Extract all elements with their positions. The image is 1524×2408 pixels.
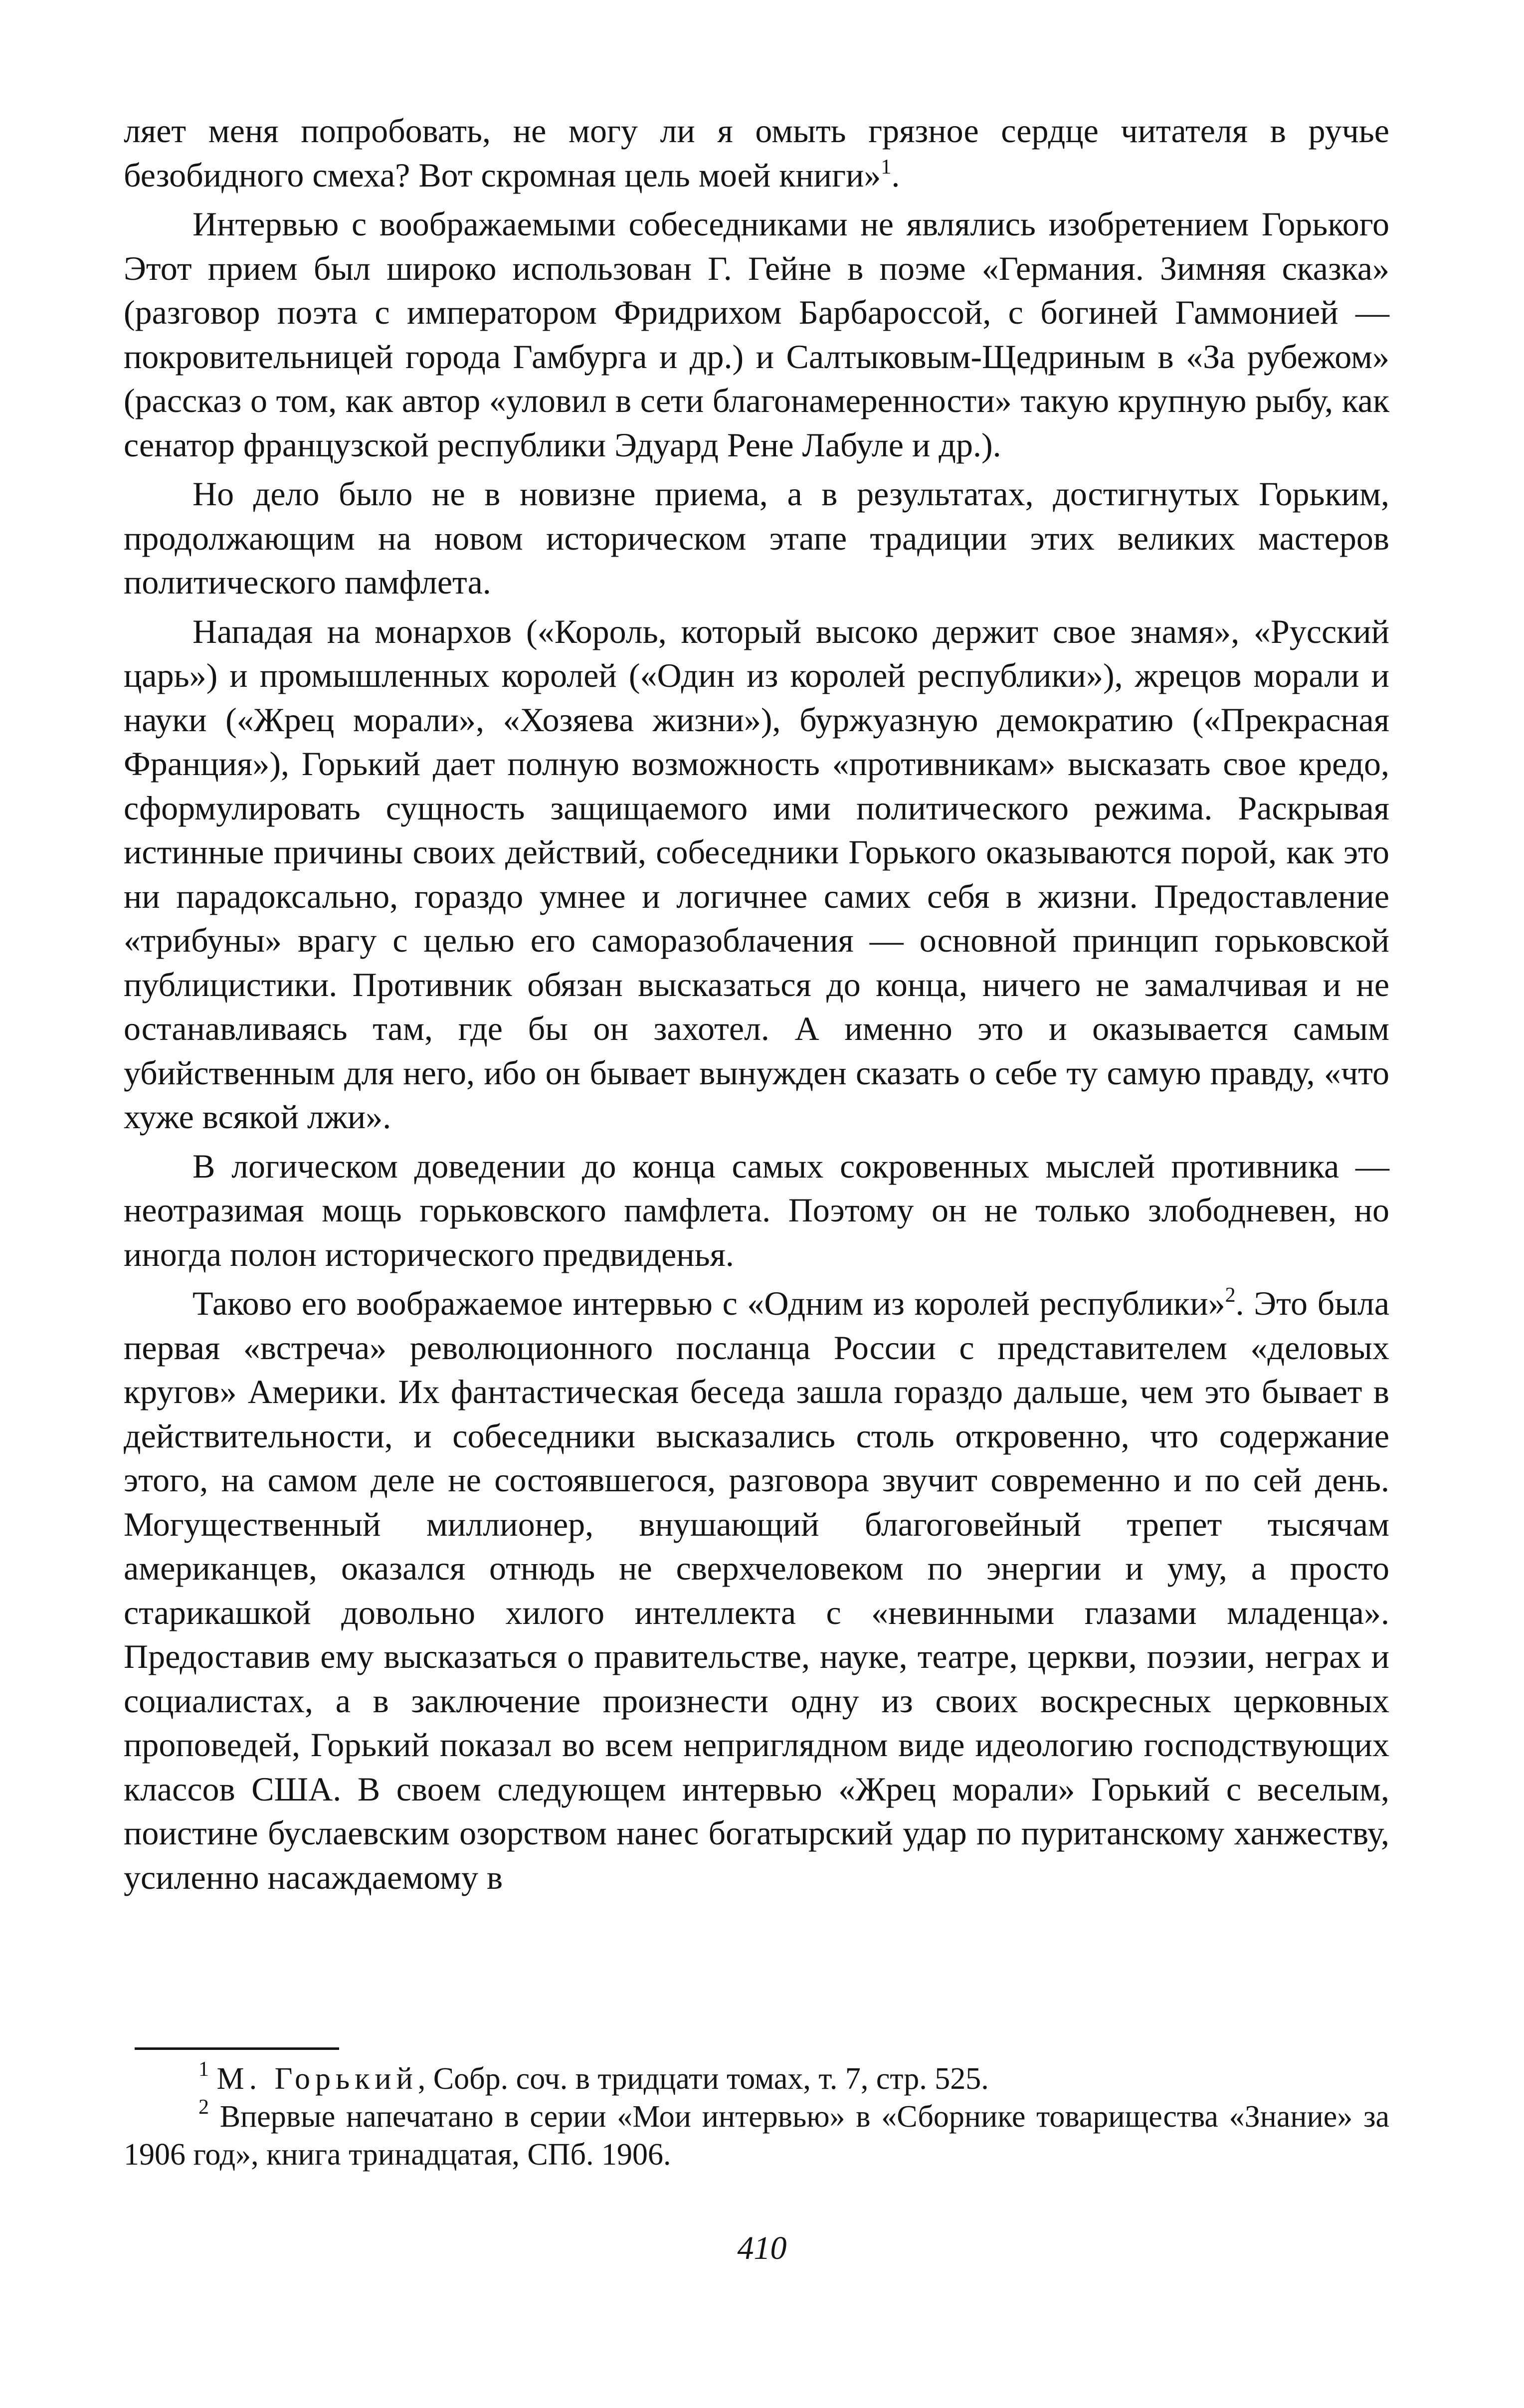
footnote-author: М. Горький (216, 2062, 418, 2096)
paragraph-text: В логическом доведении до конца самых сокровенных мыслей противника — неотразимая мощь горьковского памфлета. Поэтому он не только злободневен, но иногда полон исторического предвиденья. (124, 1147, 1389, 1273)
paragraph-text: Интервью с воображаемыми собеседниками не являлись изобретением Горького Этот прием был широко использован Г. Гейне в поэме «Германия. Зимняя сказка» (разговор поэта с императором Фридрихом Барбароссой, с богиней Гаммонией — покровительницей города Гамбурга и др.) и Салтыковым-Щедриным в «За рубежом» (рассказ о том, как автор «уловил в сети благонамеренности» такую крупную рыбу, как сенатор французской республики Эдуард Рене Лабуле и др.). (124, 205, 1389, 464)
paragraph-text: Но дело было не в новизне приема, а в результатах, достигнутых Горьким, продолжающим на новом историческом этапе традиции этих великих мастеров политического памфлета. (124, 475, 1389, 601)
footnote-ref: 2 (1225, 1284, 1236, 1307)
footnotes (124, 2060, 1389, 2174)
footnote-divider (135, 2047, 339, 2050)
paragraph-text-tail: . Это была первая «встреча» революционного посланца России с представителем «деловых кругов» Америки. Их фантастическая беседа зашла гораздо дальше, чем это бывает в действительности, и собеседники высказались столь откровенно, что содержание этого, на самом деле не состоявшегося, разговора звучит современно и по сей день. Могущественный миллионер, внушающий благоговейный трепет тысячам американцев, оказался отнюдь не сверхчеловеком по энергии и уму, а просто старикашкой довольно хилого интеллекта с «невинными глазами младенца». Предоставив ему высказаться о правительстве, науке, театре, церкви, поэзии, неграх и социалистах, а в заключение произнести одну из своих воскресных церковных проповедей, Горький показал во всем неприглядном виде идеологию господствующих классов США. В своем следующем интервью «Жрец морали» Горький с веселым, поистине буслаевским озорством нанес богатырский удар по пуританскому ханжеству, усиленно насаждаемому в (124, 1284, 1389, 1896)
paragraph-text-tail: . (891, 156, 900, 194)
paragraph (124, 109, 1389, 197)
footnote (124, 2060, 1389, 2098)
paragraph-text: Таково его воображаемое интервью с «Одним из королей республики» (192, 1284, 1225, 1322)
page-number: 410 (737, 2230, 787, 2266)
footnote-text: Впервые напечатано в серии «Мои интервью» в «Сборнике товарищества «Знание» за 1906 год», книга тринадцатая, СПб. 1906. (124, 2100, 1390, 2172)
paragraph (124, 202, 1389, 467)
paragraph (124, 1144, 1389, 1277)
main-text (124, 109, 1389, 1904)
paragraph-text: ляет меня попробовать, не могу ли я омыть грязное сердце читателя в ручье безобидного смеха? Вот скромная цель моей книги» (124, 112, 1389, 194)
paragraph-text: Нападая на монархов («Король, который высоко держит свое знамя», «Русский царь») и промышленных королей («Один из королей республики»), жрецов морали и науки («Жрец морали», «Хозяева жизни»), буржуазную демократию («Прекрасная Франция»), Горький дает полную возможность «противникам» высказать свое кредо, сформулировать сущность защищаемого ими политического режима. Раскрывая истинные причины своих действий, собеседники Горького оказываются порой, как это ни парадоксально, гораздо умнее и логичнее самих себя в жизни. Предоставление «трибуны» врагу с целью его саморазоблачения — основной принцип горьковской публицистики. Противник обязан высказаться до конца, ничего не замалчивая и не останавливаясь там, где бы он захотел. А именно это и оказывается самым убийственным для него, ибо он бывает вынужден сказать о себе ту самую правду, «что хуже всякой лжи». (124, 612, 1389, 1136)
footnote-text: , Собр. соч. в тридцати томах, т. 7, стр. 525. (417, 2062, 989, 2096)
paragraph (124, 1281, 1389, 1899)
paragraph (124, 609, 1389, 1139)
footnote-marker: 1 (198, 2058, 209, 2081)
footnote (124, 2098, 1389, 2174)
paragraph (124, 472, 1389, 604)
footnote-ref: 1 (881, 155, 892, 179)
footnote-marker: 2 (198, 2096, 209, 2119)
